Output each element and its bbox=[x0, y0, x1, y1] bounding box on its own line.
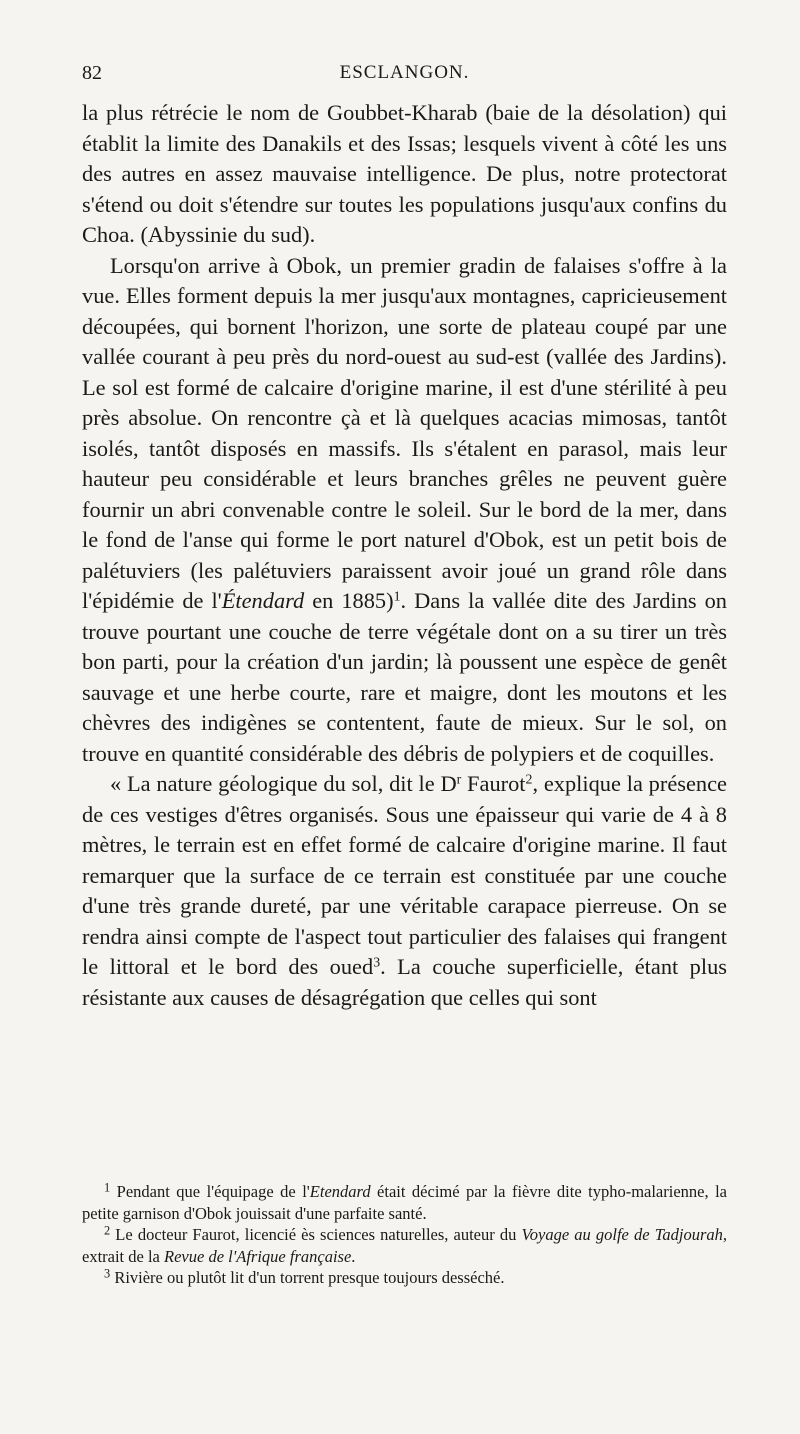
page-header bbox=[82, 62, 727, 92]
body-text bbox=[82, 98, 727, 1013]
paragraph-2-text-b: en 1885) bbox=[304, 588, 394, 613]
footnote-ref-2: 2 bbox=[525, 772, 533, 788]
paragraph-3-text-a: « La nature géologique du sol, dit le D bbox=[110, 771, 457, 796]
footnote-2-text-b: , extrait de la bbox=[82, 1225, 727, 1266]
footnote-1 bbox=[82, 1181, 727, 1224]
paragraph-3-text-b: Faurot bbox=[461, 771, 526, 796]
footnote-1-text-b: était décimé par la fièvre dite typho-malarienne, la petite garnison d'Obok jouissait d'une parfaite santé. bbox=[82, 1182, 727, 1223]
footnote-3-mark: 3 bbox=[104, 1266, 111, 1281]
paragraph-2-text-a: Lorsqu'on arrive à Obok, un premier gradin de falaises s'offre à la vue. Elles forment depuis la mer jusqu'aux montagnes, capricieusement découpées, qui bornent l'horizon, une sorte de plateau coupé par une vallée courant à peu près du nord-ouest au sud-est (vallée des Jardins). Le sol est formé de calcaire d'origine marine, il est d'une stérilité à peu près absolue. On rencontre çà et là quelques acacias mimosas, tantôt isolés, tantôt disposés en massifs. Ils s'étalent en parasol, mais leur hauteur peu considérable et leurs branches grêles ne peuvent guère fournir un abri convenable contre le soleil. Sur le bord de la mer, dans le fond de l'anse qui forme le port naturel d'Obok, est un petit bois de palétuviers (les palétuviers paraissent avoir joué un grand rôle dans l'épidémie de l' bbox=[82, 252, 727, 613]
footnote-2-text-c: . bbox=[351, 1246, 356, 1266]
footnote-2-journal-title: Revue de l'Afrique française bbox=[164, 1246, 352, 1266]
footnote-ref-3: 3 bbox=[373, 955, 381, 971]
footnote-1-text-a: Pendant que l'équipage de l' bbox=[110, 1182, 310, 1201]
footnote-2-book-title: Voyage au golfe de Tadjourah bbox=[521, 1225, 723, 1244]
paragraph-2 bbox=[82, 251, 727, 770]
footnote-ref-1: 1 bbox=[393, 589, 401, 605]
page-number: 82 bbox=[82, 62, 102, 84]
footnote-1-mark: 1 bbox=[104, 1180, 111, 1195]
footnote-2 bbox=[82, 1224, 727, 1267]
paragraph-3-text-d: . La couche superficielle, étant plus résistante aux causes de désagrégation que celles qui sont bbox=[82, 954, 727, 1010]
footnote-3-text: Rivière ou plutôt lit d'un torrent presque toujours desséché. bbox=[110, 1268, 505, 1287]
paragraph-1-text: la plus rétrécie le nom de Goubbet-Kharab (baie de la désolation) qui établit la limite des Danakils et des Issas; lesquels vivent à côté les uns des autres en assez mauvaise intelligence. De plus, notre protectorat s'étend ou doit s'étendre sur toutes les populations jusqu'aux confins du Choa. (Abyssinie du sud). bbox=[82, 100, 727, 247]
footnotes bbox=[82, 1181, 727, 1289]
footnote-1-ship: Etendard bbox=[309, 1182, 371, 1201]
footnote-2-mark: 2 bbox=[104, 1223, 111, 1238]
paragraph-1 bbox=[82, 98, 727, 251]
paragraph-3-text-c: , explique la présence de ces vestiges d'êtres organisés. Sous une épaisseur qui varie de 4 à 8 mètres, le terrain est en effet formé de calcaire d'origine marine. Il faut remarquer que la surface de ce terrain est constituée par une couche d'une très grande dureté, par une véritable carapace pierreuse. On se rendra ainsi compte de l'aspect tout particulier des falaises qui frangent le littoral et le bord des oued bbox=[82, 771, 727, 979]
paragraph-2-text-c: . Dans la vallée dite des Jardins on trouve pourtant une couche de terre végétale dont on a su tirer un très bon parti, pour la création d'un jardin; là poussent une espèce de genêt sauvage et une herbe courte, rare et maigre, dont les moutons et les chèvres des indigènes se contentent, faute de mieux. Sur le sol, on trouve en quantité considérable des débris de polypiers et de coquilles. bbox=[82, 588, 727, 766]
footnote-3 bbox=[82, 1267, 727, 1289]
doctor-abbrev-sup: r bbox=[456, 772, 462, 788]
footnote-2-text-a: Le docteur Faurot, licencié ès sciences naturelles, auteur du bbox=[110, 1225, 522, 1244]
running-title: ESCLANGON. bbox=[339, 62, 470, 83]
paragraph-3 bbox=[82, 769, 727, 1013]
ship-name-etendard: Étendard bbox=[221, 588, 305, 613]
